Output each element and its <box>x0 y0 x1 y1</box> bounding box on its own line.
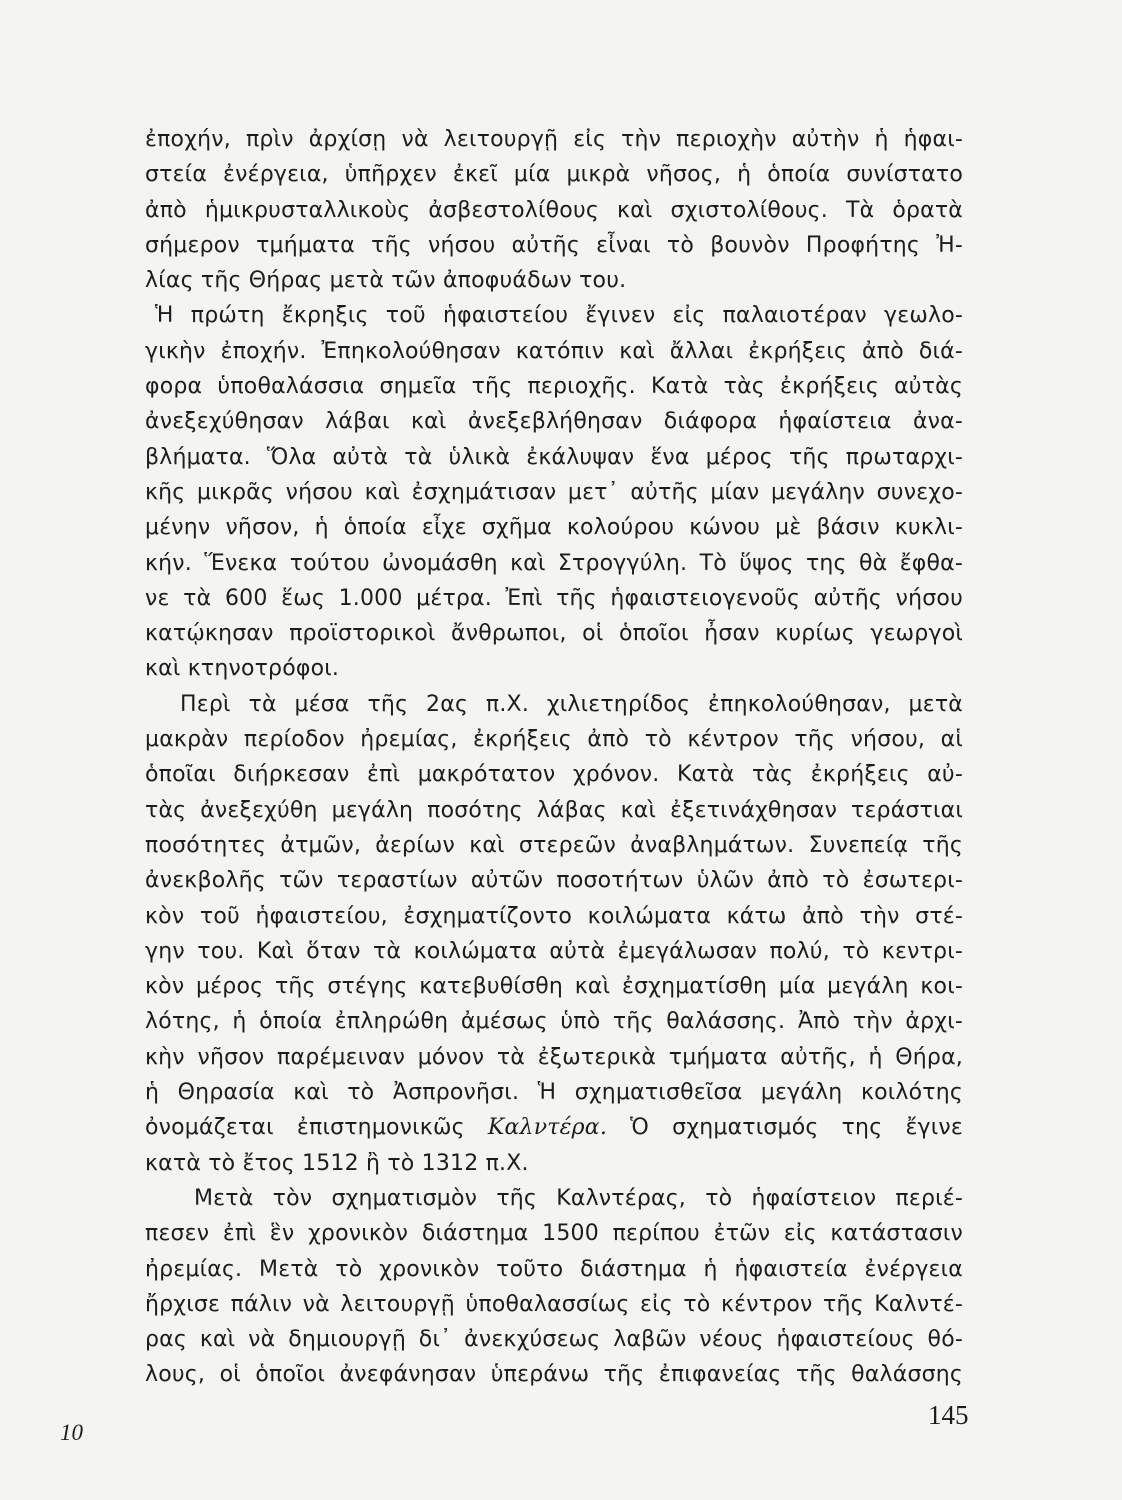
text-line: σήμερον τμήματα τῆς νήσου αὐτῆς εἶναι τὸ βουνὸν Προφήτης Ἠ- <box>145 232 963 258</box>
body-text <box>145 122 963 1393</box>
text-line: πεσεν ἐπὶ ἓν χρονικὸν διάστημα 1500 περίπου ἐτῶν εἰς κατάστασιν <box>145 1221 963 1247</box>
text-line: βλήματα. Ὅλα αὐτὰ τὰ ὑλικὰ ἐκάλυψαν ἕνα μέρος τῆς πρωταρχι- <box>145 444 963 470</box>
text-fragment: ὀνομάζεται ἐπιστημονικῶς <box>145 1115 488 1141</box>
italic-term: Καλντέρα. <box>487 1115 608 1141</box>
signature-mark: 10 <box>60 1420 83 1445</box>
text-line: τὰς ἀνεξεχύθη μεγάλη ποσότης λάβας καὶ ἐξετινάχθησαν τεράστιαι <box>145 797 963 823</box>
text-line: κατῴκησαν προϊστορικοὶ ἄνθρωποι, οἱ ὁποῖοι ἦσαν κυρίως γεωργοὶ <box>145 621 963 647</box>
text-line: ἀπὸ ἡμικρυσταλλικοὺς ἀσβεστολίθους καὶ σχιστολίθους. Τὰ ὁρατὰ <box>145 197 963 223</box>
text-line: ὁποῖαι διήρκεσαν ἐπὶ μακρότατον χρόνον. Κατὰ τὰς ἐκρήξεις αὐ- <box>145 762 963 788</box>
text-line: Ἡ πρώτη ἔκρηξις τοῦ ἡφαιστείου ἔγινεν εἰς παλαιοτέραν γεωλο- <box>155 303 963 329</box>
text-line: ἡ Θηρασία καὶ τὸ Ἀσπρονῆσι. Ἡ σχηματισθεῖσα μεγάλη κοιλότης <box>145 1080 963 1106</box>
text-line: μακρὰν περίοδον ἠρεμίας, ἐκρήξεις ἀπὸ τὸ κέντρον τῆς νήσου, αἱ <box>145 727 963 753</box>
text-line: ἀνεκβολῆς τῶν τεραστίων αὐτῶν ποσοτήτων ὑλῶν ἀπὸ τὸ ἐσωτερι- <box>145 868 963 894</box>
text-fragment: Ὁ σχηματισμός της ἔγινε <box>607 1115 963 1141</box>
text-line: στεία ἐνέργεια, ὑπῆρχεν ἐκεῖ μία μικρὰ νῆσος, ἡ ὁποία συνίστατο <box>145 162 963 188</box>
text-line: ἤρχισε πάλιν νὰ λειτουργῇ ὑποθαλασσίως εἰς τὸ κέντρον τῆς Καλντέ- <box>145 1291 963 1317</box>
text-line: κήν. Ἕνεκα τούτου ὠνομάσθη καὶ Στρογγύλη. Τὸ ὕψος της θὰ ἔφθα- <box>145 550 963 576</box>
page-number: 145 <box>928 1400 969 1430</box>
text-line: κατὰ τὸ ἔτος 1512 ἢ τὸ 1312 π.Χ. <box>145 1150 529 1176</box>
text-line: μένην νῆσον, ἡ ὁποία εἶχε σχῆμα κολούρου κώνου μὲ βάσιν κυκλι- <box>145 515 963 541</box>
text-line: νε τὰ 600 ἕως 1.000 μέτρα. Ἐπὶ τῆς ἡφαιστειογενοῦς αὐτῆς νήσου <box>145 585 963 611</box>
text-line <box>145 1110 963 1145</box>
text-line: λότης, ἡ ὁποία ἐπληρώθη ἀμέσως ὑπὸ τῆς θαλάσσης. Ἀπὸ τὴν ἀρχι- <box>145 1009 963 1035</box>
text-line: ποσότητες ἀτμῶν, ἀερίων καὶ στερεῶν ἀναβλημάτων. Συνεπείᾳ τῆς <box>145 832 963 858</box>
text-line: γικὴν ἐποχήν. Ἐπηκολούθησαν κατόπιν καὶ ἄλλαι ἐκρήξεις ἀπὸ διά- <box>145 338 963 364</box>
text-line: γην του. Καὶ ὅταν τὰ κοιλώματα αὐτὰ ἐμεγάλωσαν πολύ, τὸ κεντρι- <box>145 938 963 964</box>
text-line: κὸν τοῦ ἡφαιστείου, ἐσχηματίζοντο κοιλώματα κάτω ἀπὸ τὴν στέ- <box>145 903 963 929</box>
text-line: φορα ὑποθαλάσσια σημεῖα τῆς περιοχῆς. Κατὰ τὰς ἐκρήξεις αὐτὰς <box>145 374 963 400</box>
text-line: καὶ κτηνοτρόφοι. <box>145 656 340 682</box>
text-line: ρας καὶ νὰ δημιουργῇ δι᾽ ἀνεκχύσεως λαβῶν νέους ἡφαιστείους θό- <box>145 1327 963 1353</box>
text-line: κὴν νῆσον παρέμειναν μόνον τὰ ἐξωτερικὰ τμήματα αὐτῆς, ἡ Θήρα, <box>145 1044 963 1070</box>
text-line: λίας τῆς Θήρας μετὰ τῶν ἀποφυάδων του. <box>145 268 627 294</box>
text-line: κῆς μικρᾶς νήσου καὶ ἐσχημάτισαν μετ᾽ αὐτῆς μίαν μεγάλην συνεχο- <box>145 479 963 505</box>
text-line: Μετὰ τὸν σχηματισμὸν τῆς Καλντέρας, τὸ ἡφαίστειον περιέ- <box>194 1185 963 1211</box>
text-line: ἠρεμίας. Μετὰ τὸ χρονικὸν τοῦτο διάστημα ἡ ἡφαιστεία ἐνέργεια <box>145 1256 963 1282</box>
text-line: ἐποχήν, πρὶν ἀρχίσῃ νὰ λειτουργῇ εἰς τὴν περιοχὴν αὐτὴν ἡ ἡφαι- <box>145 127 963 152</box>
text-line: Περὶ τὰ μέσα τῆς 2ας π.Χ. χιλιετηρίδος ἐπηκολούθησαν, μετὰ <box>180 691 963 717</box>
text-line: λους, οἱ ὁποῖοι ἀνεφάνησαν ὑπεράνω τῆς ἐπιφανείας τῆς θαλάσσης <box>145 1362 963 1388</box>
text-line: ἀνεξεχύθησαν λάβαι καὶ ἀνεξεβλήθησαν διάφορα ἡφαίστεια ἀνα- <box>145 409 963 435</box>
text-line: κὸν μέρος τῆς στέγης κατεβυθίσθη καὶ ἐσχηματίσθη μία μεγάλη κοι- <box>145 974 963 1000</box>
